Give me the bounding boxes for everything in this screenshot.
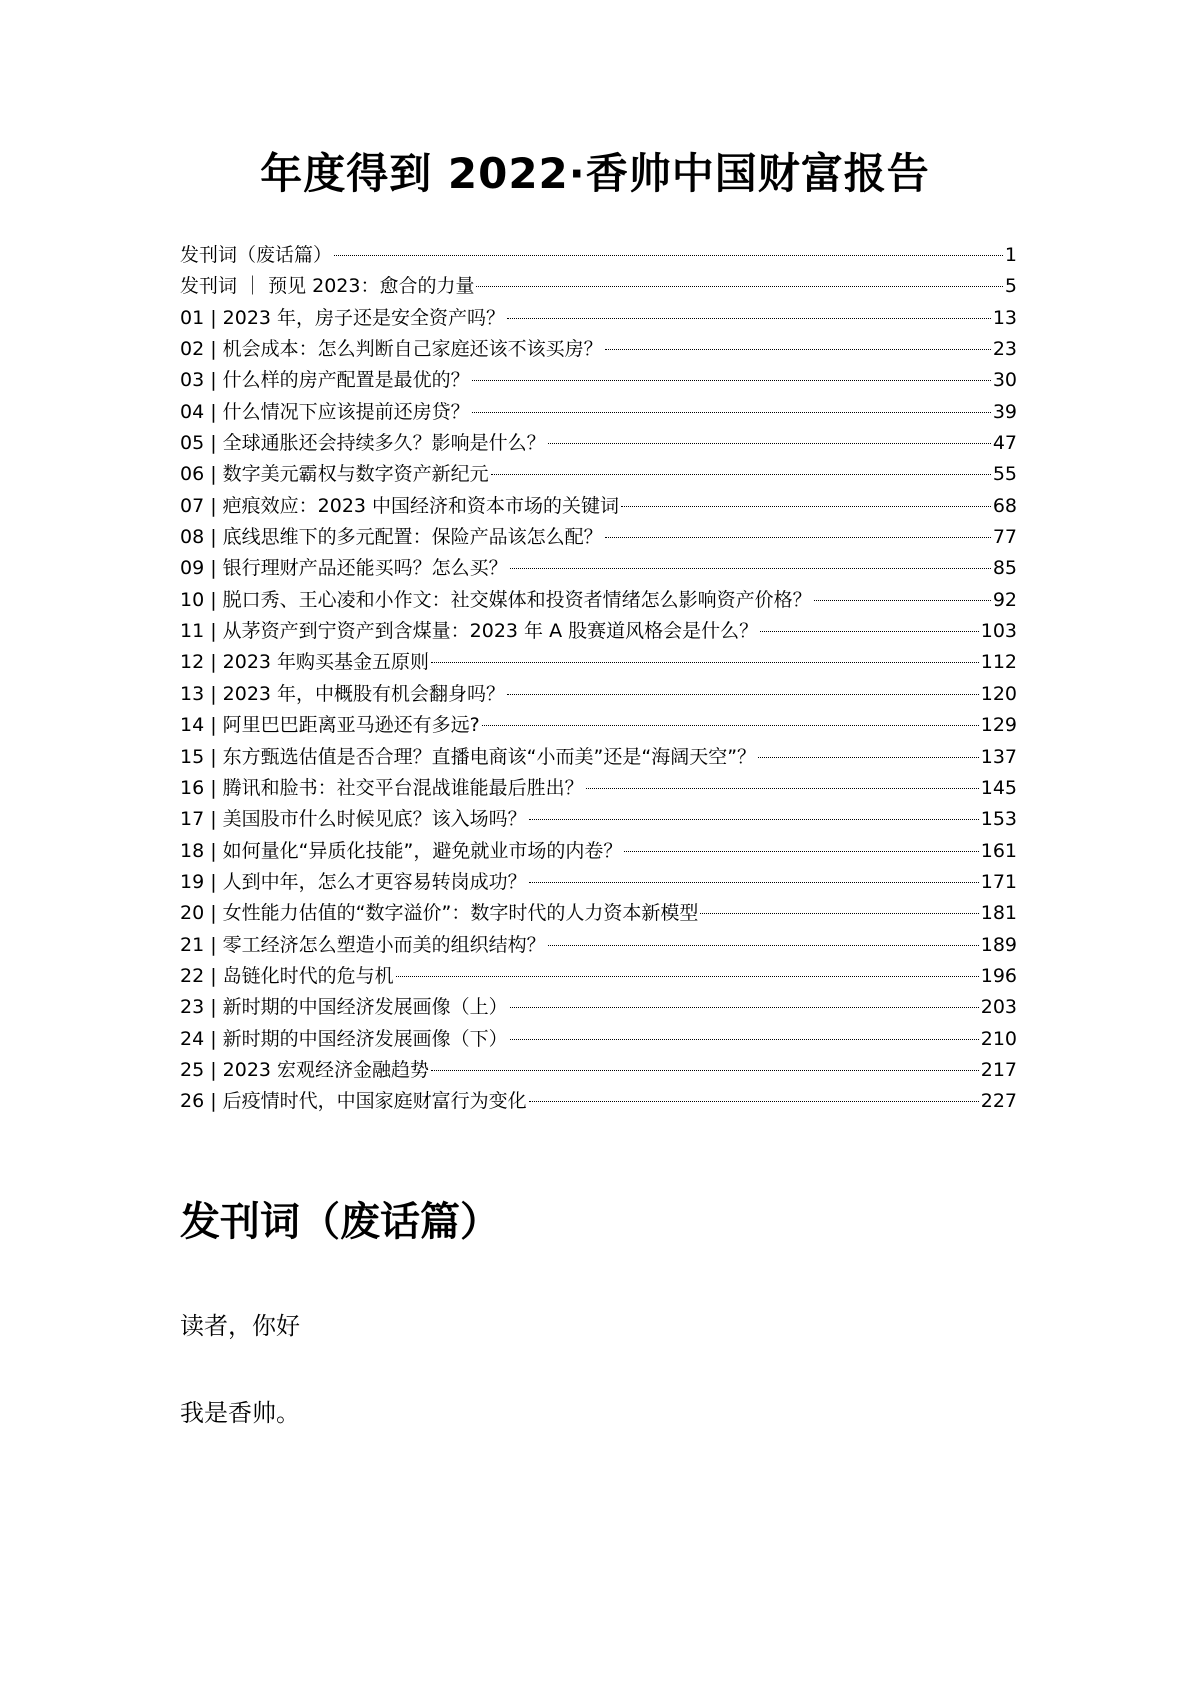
- toc-entry-title: 23 | 新时期的中国经济发展画像（上）: [180, 996, 508, 1019]
- toc-entry-page-number: 210: [980, 1027, 1017, 1050]
- toc-entry[interactable]: [180, 585, 1017, 616]
- toc-entry-page-number: 112: [980, 651, 1017, 674]
- toc-dot-leader: [529, 1101, 979, 1102]
- toc-entry[interactable]: [180, 961, 1017, 992]
- toc-entry-title: 09 | 银行理财产品还能买吗？怎么买？: [180, 557, 508, 580]
- toc-entry[interactable]: [180, 553, 1017, 584]
- toc-entry-title: 25 | 2023 宏观经济金融趋势: [180, 1058, 430, 1081]
- toc-entry[interactable]: [180, 616, 1017, 647]
- toc-entry-page-number: 23: [992, 338, 1017, 361]
- toc-dot-leader: [814, 600, 991, 601]
- toc-entry-title: 04 | 什么情况下应该提前还房贷？: [180, 400, 470, 423]
- toc-dot-leader: [431, 1070, 979, 1071]
- toc-entry[interactable]: [180, 836, 1017, 867]
- toc-dot-leader: [507, 694, 979, 695]
- toc-entry[interactable]: [180, 428, 1017, 459]
- toc-entry-title: 21 | 零工经济怎么塑造小而美的组织结构？: [180, 933, 546, 956]
- toc-entry-page-number: 92: [992, 588, 1017, 611]
- toc-entry-title: 07 | 疤痕效应：2023 中国经济和资本市场的关键词: [180, 494, 620, 517]
- toc-entry-page-number: 55: [992, 463, 1017, 486]
- toc-entry-title: 24 | 新时期的中国经济发展画像（下）: [180, 1027, 508, 1050]
- document-title: 年度得到 2022·香帅中国财富报告: [260, 149, 930, 198]
- toc-entry[interactable]: [180, 679, 1017, 710]
- toc-entry-title: 12 | 2023 年购买基金五原则: [180, 651, 430, 674]
- toc-dot-leader: [621, 506, 991, 507]
- toc-dot-leader: [700, 913, 978, 914]
- toc-dot-leader: [624, 851, 978, 852]
- toc-entry-title: 20 | 女性能力估值的“数字溢价”：数字时代的人力资本新模型: [180, 902, 699, 925]
- toc-entry[interactable]: [180, 522, 1017, 553]
- toc-entry[interactable]: [180, 271, 1017, 302]
- table-of-contents: [180, 240, 1017, 1118]
- toc-entry-title: 19 | 人到中年，怎么才更容易转岗成功？: [180, 870, 527, 893]
- section-heading: 发刊词（废话篇）: [180, 1199, 500, 1245]
- toc-dot-leader: [507, 318, 991, 319]
- toc-entry[interactable]: [180, 1055, 1017, 1086]
- toc-entry-page-number: 203: [980, 996, 1017, 1019]
- toc-entry-page-number: 145: [980, 776, 1017, 799]
- toc-entry-title: 01 | 2023 年，房子还是安全资产吗？: [180, 306, 506, 329]
- toc-entry-title: 03 | 什么样的房产配置是最优的？: [180, 369, 470, 392]
- toc-entry[interactable]: [180, 334, 1017, 365]
- toc-entry-page-number: 13: [992, 306, 1017, 329]
- toc-dot-leader: [510, 1039, 979, 1040]
- toc-entry-page-number: 1: [1004, 244, 1017, 266]
- toc-entry-title: 13 | 2023 年，中概股有机会翻身吗？: [180, 682, 506, 705]
- toc-entry[interactable]: [180, 930, 1017, 961]
- toc-entry-title: 26 | 后疫情时代，中国家庭财富行为变化: [180, 1090, 527, 1113]
- toc-dot-leader: [605, 537, 991, 538]
- toc-entry[interactable]: [180, 459, 1017, 490]
- toc-dot-leader: [431, 662, 979, 663]
- toc-entry-title: 发刊词（废话篇）: [180, 244, 333, 266]
- toc-entry[interactable]: [180, 867, 1017, 898]
- toc-entry[interactable]: [180, 397, 1017, 428]
- toc-dot-leader: [548, 443, 991, 444]
- toc-entry-page-number: 129: [980, 714, 1017, 737]
- toc-dot-leader: [472, 380, 991, 381]
- toc-dot-leader: [760, 631, 979, 632]
- toc-dot-leader: [758, 757, 979, 758]
- toc-entry-page-number: 181: [980, 902, 1017, 925]
- toc-entry-title: 06 | 数字美元霸权与数字资产新纪元: [180, 463, 489, 486]
- toc-entry-title: 16 | 腾讯和脸书：社交平台混战谁能最后胜出？: [180, 776, 584, 799]
- toc-entry-title: 05 | 全球通胀还会持续多久？影响是什么？: [180, 432, 546, 455]
- toc-entry-title: 02 | 机会成本：怎么判断自己家庭还该不该买房？: [180, 338, 603, 361]
- toc-entry-page-number: 103: [980, 620, 1017, 643]
- toc-entry-title: 14 | 阿里巴巴距离亚马逊还有多远?: [180, 714, 480, 737]
- toc-entry-title: 11 | 从茅资产到宁资产到含煤量：2023 年 A 股赛道风格会是什么？: [180, 620, 759, 643]
- toc-entry[interactable]: [180, 647, 1017, 678]
- toc-entry-page-number: 217: [980, 1058, 1017, 1081]
- toc-entry[interactable]: [180, 365, 1017, 396]
- toc-entry[interactable]: [180, 742, 1017, 773]
- toc-dot-leader: [491, 474, 991, 475]
- toc-entry[interactable]: [180, 804, 1017, 835]
- toc-entry-title: 10 | 脱口秀、王心凌和小作文：社交媒体和投资者情绪怎么影响资产价格？: [180, 588, 812, 611]
- toc-entry-page-number: 196: [980, 964, 1017, 987]
- toc-entry-page-number: 68: [992, 494, 1017, 517]
- toc-dot-leader: [586, 788, 979, 789]
- toc-entry-page-number: 227: [980, 1090, 1017, 1113]
- toc-dot-leader: [472, 412, 991, 413]
- toc-dot-leader: [548, 945, 979, 946]
- paragraph-greeting: 读者，你好: [180, 1312, 300, 1340]
- toc-entry-page-number: 47: [992, 432, 1017, 455]
- toc-entry-page-number: 5: [1004, 275, 1017, 298]
- toc-entry-title: 08 | 底线思维下的多元配置：保险产品该怎么配？: [180, 526, 603, 549]
- toc-dot-leader: [396, 976, 979, 977]
- toc-entry-page-number: 189: [980, 933, 1017, 956]
- toc-entry-title: 15 | 东方甄选估值是否合理？直播电商该“小而美”还是“海阔天空”？: [180, 745, 757, 768]
- toc-entry[interactable]: [180, 303, 1017, 334]
- toc-entry[interactable]: [180, 1024, 1017, 1055]
- toc-dot-leader: [529, 882, 979, 883]
- toc-dot-leader: [605, 349, 991, 350]
- toc-dot-leader: [482, 725, 979, 726]
- toc-entry[interactable]: [180, 773, 1017, 804]
- toc-entry[interactable]: [180, 491, 1017, 522]
- toc-dot-leader: [529, 819, 979, 820]
- toc-entry-page-number: 85: [992, 557, 1017, 580]
- toc-entry-page-number: 153: [980, 808, 1017, 831]
- toc-entry-title: 17 | 美国股市什么时候见底？该入场吗？: [180, 808, 527, 831]
- toc-entry[interactable]: [180, 240, 1017, 271]
- toc-entry-page-number: 171: [980, 870, 1017, 893]
- toc-entry[interactable]: [180, 710, 1017, 741]
- toc-entry[interactable]: [180, 1086, 1017, 1117]
- toc-entry-title: 22 | 岛链化时代的危与机: [180, 964, 394, 987]
- toc-dot-leader: [510, 568, 991, 569]
- toc-dot-leader: [476, 286, 1002, 287]
- toc-dot-leader: [334, 255, 1003, 256]
- toc-entry-page-number: 120: [980, 682, 1017, 705]
- toc-entry-title: 18 | 如何量化“异质化技能”，避免就业市场的内卷？: [180, 839, 623, 862]
- toc-entry-page-number: 39: [992, 400, 1017, 423]
- toc-entry[interactable]: [180, 992, 1017, 1023]
- toc-entry[interactable]: [180, 898, 1017, 929]
- toc-dot-leader: [510, 1007, 979, 1008]
- toc-entry-page-number: 137: [980, 745, 1017, 768]
- toc-entry-page-number: 30: [992, 369, 1017, 392]
- toc-entry-title: 发刊词 ｜ 预见 2023：愈合的力量: [180, 275, 475, 298]
- toc-entry-page-number: 161: [980, 839, 1017, 862]
- paragraph-intro: 我是香帅。: [180, 1399, 300, 1427]
- toc-entry-page-number: 77: [992, 526, 1017, 549]
